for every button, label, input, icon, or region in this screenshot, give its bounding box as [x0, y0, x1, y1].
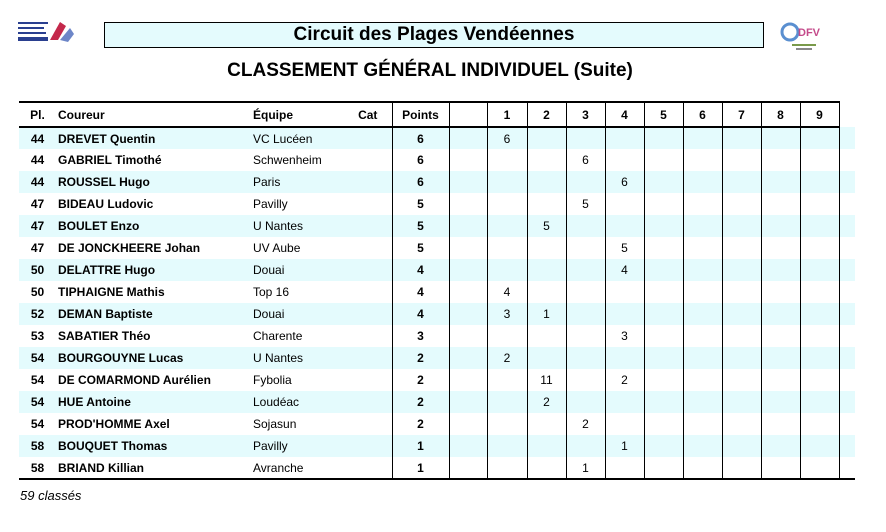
cell-equipe: Paris [252, 171, 344, 193]
cell-stage-7 [722, 281, 761, 303]
cell-equipe: VC Lucéen [252, 127, 344, 149]
cell-stage-1 [487, 413, 527, 435]
cell-coureur: DE JONCKHEERE Johan [58, 241, 201, 255]
cell-equipe: Douai [252, 303, 344, 325]
cell-tail [839, 457, 855, 479]
page-title: Circuit des Plages Vendéennes [104, 22, 764, 48]
column-header-coureur: Coureur [56, 102, 252, 127]
cell-stage-9 [800, 435, 839, 457]
cell-stage-2 [527, 347, 566, 369]
cell-stage-6 [683, 303, 722, 325]
cell-stage-9 [800, 457, 839, 479]
cell-coureur: PROD'HOMME Axel [58, 417, 170, 431]
cell-stage-8 [761, 391, 800, 413]
cell-stage-4 [605, 215, 644, 237]
cell-stage-4: 3 [605, 325, 644, 347]
svg-text:DFV: DFV [798, 27, 820, 39]
cell-stage-8 [761, 435, 800, 457]
subtitle: CLASSEMENT GÉNÉRAL INDIVIDUEL (Suite) [227, 60, 633, 81]
cell-cat [344, 259, 392, 281]
table-row [19, 215, 855, 237]
cell-stage-7 [722, 435, 761, 457]
cell-stage-4 [605, 281, 644, 303]
cell-stage-4 [605, 149, 644, 171]
cell-spacer [449, 413, 487, 435]
cell-equipe: Loudéac [252, 391, 344, 413]
cell-stage-1: 3 [487, 303, 527, 325]
cell-equipe: U Nantes [252, 215, 344, 237]
cell-cat [344, 215, 392, 237]
cell-stage-1: 6 [487, 127, 527, 149]
cell-pl: 58 [19, 435, 56, 457]
cell-spacer [449, 149, 487, 171]
cell-stage-8 [761, 215, 800, 237]
cell-stage-6 [683, 457, 722, 479]
cell-pl: 44 [30, 153, 45, 167]
cell-stage-9 [800, 127, 839, 149]
cell-spacer [449, 281, 487, 303]
cell-points: 1 [392, 457, 449, 479]
cell-stage-9 [800, 259, 839, 281]
table-row [19, 193, 855, 215]
table-row [19, 391, 855, 413]
table-row [19, 347, 855, 369]
cell-stage-8 [761, 149, 800, 171]
cell-stage-5 [644, 171, 683, 193]
cell-stage-6 [683, 347, 722, 369]
cell-stage-5 [644, 457, 683, 479]
cell-pl: 52 [19, 303, 56, 325]
cell-stage-5 [644, 281, 683, 303]
cdfv-logo-icon [778, 20, 826, 54]
cell-tail [839, 149, 855, 171]
cell-stage-1 [487, 193, 527, 215]
cell-stage-5 [644, 215, 683, 237]
cell-stage-7 [722, 171, 761, 193]
cell-stage-8 [761, 281, 800, 303]
column-header-stage-8: 8 [761, 102, 800, 127]
cell-stage-9 [800, 303, 839, 325]
cell-stage-8 [761, 259, 800, 281]
cell-stage-8 [761, 171, 800, 193]
cell-spacer [449, 259, 487, 281]
column-header-tail [839, 102, 855, 127]
cell-stage-5 [644, 303, 683, 325]
cell-spacer [449, 193, 487, 215]
cell-stage-2 [527, 171, 566, 193]
cell-stage-9 [800, 149, 839, 171]
cell-stage-7 [722, 391, 761, 413]
cell-stage-1: 2 [487, 347, 527, 369]
table-row [19, 149, 855, 171]
cell-stage-1 [487, 237, 527, 259]
cell-stage-8 [761, 325, 800, 347]
column-header-stage-4: 4 [605, 102, 644, 127]
cell-stage-6 [683, 325, 722, 347]
cell-stage-2 [527, 237, 566, 259]
table-row [19, 171, 855, 193]
cell-coureur: ROUSSEL Hugo [56, 171, 252, 193]
cell-equipe: UV Aube [253, 241, 301, 255]
cell-points: 2 [392, 413, 449, 435]
cell-stage-2: 2 [527, 391, 566, 413]
cell-spacer [449, 325, 487, 347]
column-header-stage-5: 5 [644, 102, 683, 127]
cell-points: 6 [392, 171, 449, 193]
cell-spacer [449, 127, 487, 149]
cell-tail [839, 303, 855, 325]
cell-pl: 58 [19, 457, 56, 479]
cell-coureur: GABRIEL Timothé [58, 153, 162, 167]
cell-stage-6 [683, 369, 722, 391]
cell-stage-3 [566, 281, 605, 303]
cell-spacer [449, 237, 487, 259]
cell-stage-4 [605, 303, 644, 325]
cell-pl: 44 [19, 127, 56, 149]
cell-stage-3 [566, 325, 605, 347]
cell-stage-6 [683, 413, 722, 435]
cell-stage-1 [487, 457, 527, 479]
cell-stage-9 [800, 391, 839, 413]
cell-stage-1 [487, 215, 527, 237]
cell-stage-3: 2 [566, 413, 605, 435]
cell-stage-2: 5 [527, 215, 566, 237]
cell-stage-6 [683, 215, 722, 237]
cell-stage-3 [566, 171, 605, 193]
cell-stage-3: 5 [566, 193, 605, 215]
cell-points: 6 [392, 127, 449, 149]
cell-stage-5 [644, 435, 683, 457]
cell-stage-1 [487, 369, 527, 391]
cell-cat [344, 325, 392, 347]
cell-cat [344, 413, 392, 435]
column-header-cat: Cat [344, 102, 392, 127]
cell-coureur: BIDEAU Ludovic [58, 197, 154, 211]
cell-tail [839, 259, 855, 281]
cell-stage-4: 4 [605, 259, 644, 281]
column-header-stage-9: 9 [800, 102, 839, 127]
cell-stage-5 [644, 237, 683, 259]
cell-stage-3: 1 [566, 457, 605, 479]
cell-pl: 50 [30, 285, 45, 299]
cell-coureur: BOURGOUYNE Lucas [56, 347, 252, 369]
cell-stage-7 [722, 325, 761, 347]
cell-pl: 54 [30, 417, 45, 431]
cell-stage-3: 6 [566, 149, 605, 171]
cell-stage-9 [800, 281, 839, 303]
cell-coureur: SABATIER Théo [58, 329, 151, 343]
cell-stage-4: 1 [605, 435, 644, 457]
cell-stage-3 [566, 215, 605, 237]
cell-pl: 54 [19, 391, 56, 413]
cell-points: 6 [392, 149, 449, 171]
cell-stage-7 [722, 413, 761, 435]
table-row [19, 435, 855, 457]
cell-stage-2 [527, 281, 566, 303]
column-header-points: Points [392, 102, 449, 127]
cell-stage-2 [527, 325, 566, 347]
cell-stage-4 [605, 391, 644, 413]
cell-stage-1 [487, 171, 527, 193]
column-header-stage-7: 7 [722, 102, 761, 127]
ranking-table [19, 101, 855, 480]
cell-stage-7 [722, 259, 761, 281]
table-row [19, 237, 855, 259]
column-header-stage-2: 2 [527, 102, 566, 127]
cell-stage-5 [644, 259, 683, 281]
classified-count: 59 classés [20, 488, 82, 503]
cell-stage-6 [683, 259, 722, 281]
cell-cat [344, 347, 392, 369]
cell-stage-3 [566, 259, 605, 281]
table-row [19, 303, 855, 325]
table-row [19, 325, 855, 347]
cell-equipe: Pavilly [252, 435, 344, 457]
cell-spacer [449, 303, 487, 325]
cell-stage-4: 2 [605, 369, 644, 391]
cell-stage-4 [605, 347, 644, 369]
cell-tail [839, 435, 855, 457]
cell-stage-7 [722, 237, 761, 259]
cell-equipe: Schwenheim [253, 153, 322, 167]
cell-coureur: TIPHAIGNE Mathis [58, 285, 165, 299]
cell-stage-8 [761, 347, 800, 369]
cell-stage-2 [527, 149, 566, 171]
cell-cat [344, 369, 392, 391]
cell-stage-9 [800, 369, 839, 391]
table-row [19, 413, 855, 435]
cell-stage-9 [800, 193, 839, 215]
cell-stage-6 [683, 149, 722, 171]
cell-stage-5 [644, 325, 683, 347]
cell-tail [839, 237, 855, 259]
cell-stage-4 [605, 127, 644, 149]
cell-pl: 50 [19, 259, 56, 281]
column-header-spacer [449, 102, 487, 127]
cell-coureur: DREVET Quentin [56, 127, 252, 149]
cell-stage-1 [487, 325, 527, 347]
cell-cat [344, 171, 392, 193]
cell-pl: 47 [30, 197, 45, 211]
cell-stage-2: 11 [527, 369, 566, 391]
cell-stage-3 [566, 369, 605, 391]
cell-stage-3 [566, 303, 605, 325]
cell-equipe: Avranche [252, 457, 344, 479]
cell-spacer [449, 435, 487, 457]
cell-stage-7 [722, 127, 761, 149]
cell-spacer [449, 457, 487, 479]
column-header-pl: Pl. [19, 102, 56, 127]
cell-points: 4 [392, 259, 449, 281]
cell-pl: 44 [19, 171, 56, 193]
cell-stage-5 [644, 193, 683, 215]
cell-tail [839, 413, 855, 435]
cell-stage-1 [487, 149, 527, 171]
cell-tail [839, 171, 855, 193]
cell-stage-6 [683, 435, 722, 457]
table-row [19, 457, 855, 479]
cell-stage-3 [566, 127, 605, 149]
cell-stage-2 [527, 259, 566, 281]
cell-pl: 47 [19, 215, 56, 237]
cell-stage-4 [605, 457, 644, 479]
cell-stage-7 [722, 149, 761, 171]
cell-stage-1: 4 [487, 281, 527, 303]
cell-tail [839, 391, 855, 413]
column-header-equipe: Équipe [252, 102, 344, 127]
cell-stage-7 [722, 347, 761, 369]
cell-stage-7 [722, 303, 761, 325]
cell-cat [344, 193, 392, 215]
cell-spacer [449, 171, 487, 193]
cell-equipe: Top 16 [253, 285, 290, 299]
federation-logo-icon [16, 18, 76, 48]
cell-coureur: BRIAND Killian [56, 457, 252, 479]
cell-stage-1 [487, 435, 527, 457]
cell-pl: 54 [30, 373, 45, 387]
cell-pl: 53 [30, 329, 45, 343]
cell-stage-8 [761, 127, 800, 149]
cell-points: 2 [392, 347, 449, 369]
cell-stage-5 [644, 369, 683, 391]
cell-stage-3 [566, 391, 605, 413]
cell-spacer [449, 391, 487, 413]
cell-stage-9 [800, 325, 839, 347]
cell-coureur: BOUQUET Thomas [56, 435, 252, 457]
cell-points: 1 [392, 435, 449, 457]
cell-stage-9 [800, 237, 839, 259]
table-row [19, 369, 855, 391]
cell-stage-7 [722, 457, 761, 479]
cell-cat [344, 237, 392, 259]
cell-stage-1 [487, 391, 527, 413]
cell-stage-6 [683, 391, 722, 413]
cell-tail [839, 215, 855, 237]
cell-stage-2 [527, 127, 566, 149]
cell-stage-6 [683, 193, 722, 215]
cell-pl: 54 [19, 347, 56, 369]
cell-tail [839, 127, 855, 149]
cell-tail [839, 369, 855, 391]
cell-equipe: U Nantes [252, 347, 344, 369]
cell-points: 2 [392, 369, 449, 391]
cell-tail [839, 193, 855, 215]
cell-stage-9 [800, 171, 839, 193]
cell-cat [344, 149, 392, 171]
cell-equipe: Charente [253, 329, 303, 343]
cell-points: 4 [392, 303, 449, 325]
cell-stage-3 [566, 347, 605, 369]
cell-stage-7 [722, 215, 761, 237]
cell-stage-4: 6 [605, 171, 644, 193]
table-row [19, 281, 855, 303]
cell-coureur: DELATTRE Hugo [56, 259, 252, 281]
cell-stage-6 [683, 171, 722, 193]
cell-stage-6 [683, 237, 722, 259]
cell-stage-9 [800, 215, 839, 237]
cell-points: 2 [392, 391, 449, 413]
cell-coureur: DE COMARMOND Aurélien [58, 373, 211, 387]
cell-stage-5 [644, 391, 683, 413]
cell-stage-2 [527, 193, 566, 215]
cell-cat [344, 435, 392, 457]
cell-points: 3 [392, 325, 449, 347]
cell-stage-4 [605, 193, 644, 215]
cell-equipe: Douai [252, 259, 344, 281]
cell-stage-4 [605, 413, 644, 435]
cell-stage-5 [644, 149, 683, 171]
cell-points: 5 [392, 237, 449, 259]
cell-stage-3 [566, 435, 605, 457]
cell-equipe: Fybolia [253, 373, 292, 387]
cell-spacer [449, 347, 487, 369]
cell-coureur: DEMAN Baptiste [56, 303, 252, 325]
cell-stage-2: 1 [527, 303, 566, 325]
cell-stage-7 [722, 193, 761, 215]
cell-cat [344, 457, 392, 479]
cell-cat [344, 391, 392, 413]
cell-stage-7 [722, 369, 761, 391]
cell-stage-1 [487, 259, 527, 281]
cell-stage-6 [683, 127, 722, 149]
cell-stage-8 [761, 369, 800, 391]
cell-tail [839, 347, 855, 369]
cell-tail [839, 325, 855, 347]
cell-cat [344, 127, 392, 149]
cell-stage-2 [527, 413, 566, 435]
column-header-stage-3: 3 [566, 102, 605, 127]
cell-stage-9 [800, 413, 839, 435]
cell-stage-8 [761, 303, 800, 325]
cell-points: 5 [392, 215, 449, 237]
cell-coureur: BOULET Enzo [56, 215, 252, 237]
cell-stage-8 [761, 413, 800, 435]
cell-stage-9 [800, 347, 839, 369]
cell-spacer [449, 369, 487, 391]
table-header-row [19, 102, 855, 127]
cell-stage-3 [566, 237, 605, 259]
cell-cat [344, 303, 392, 325]
cell-coureur: HUE Antoine [56, 391, 252, 413]
cell-stage-6 [683, 281, 722, 303]
cell-stage-2 [527, 457, 566, 479]
cell-pl: 47 [30, 241, 45, 255]
cell-stage-4: 5 [605, 237, 644, 259]
cell-stage-5 [644, 413, 683, 435]
cell-stage-8 [761, 193, 800, 215]
cell-cat [344, 281, 392, 303]
column-header-stage-1: 1 [487, 102, 527, 127]
cell-points: 4 [392, 281, 449, 303]
cell-equipe: Sojasun [253, 417, 297, 431]
cell-spacer [449, 215, 487, 237]
column-header-stage-6: 6 [683, 102, 722, 127]
cell-equipe: Pavilly [253, 197, 288, 211]
cell-points: 5 [392, 193, 449, 215]
table-row [19, 127, 855, 149]
table-row [19, 259, 855, 281]
cell-stage-5 [644, 127, 683, 149]
cell-stage-8 [761, 457, 800, 479]
cell-stage-2 [527, 435, 566, 457]
cell-stage-5 [644, 347, 683, 369]
cell-tail [839, 281, 855, 303]
cell-stage-8 [761, 237, 800, 259]
